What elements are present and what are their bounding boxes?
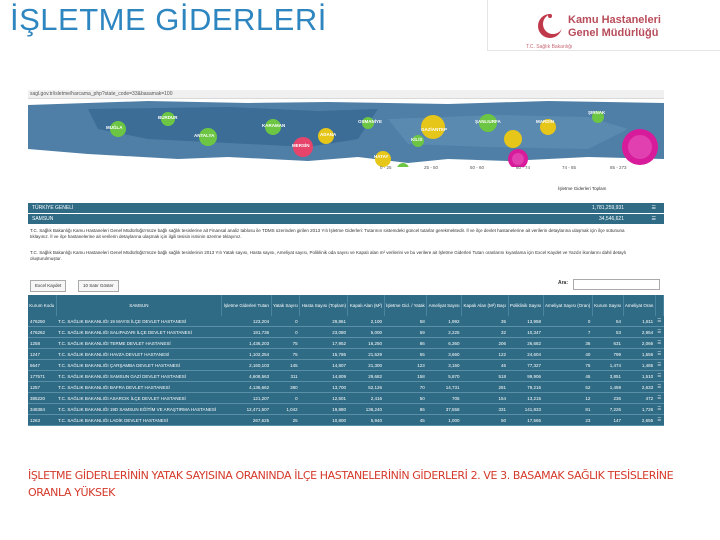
rows-per-page-button[interactable]: 10 Satır Göster	[78, 280, 119, 292]
table-cell: 518	[462, 371, 509, 382]
column-header[interactable]: Yatak Sayısı	[271, 295, 300, 316]
ministry-logo	[487, 0, 720, 51]
slide-title: İŞLETME GİDERLERİ	[10, 2, 327, 37]
hospital-name-link[interactable]: T.C. SAĞLIK BAKANLIĞI SALIPAZARI İLÇE DEVLET HASTANESİ	[56, 327, 221, 338]
table-cell: 380	[271, 382, 300, 393]
table-cell: 1,510	[623, 371, 655, 382]
table-cell: 17,565	[508, 415, 543, 426]
table-cell: 158	[384, 371, 427, 382]
table-cell: 54	[592, 316, 623, 327]
table-cell: 75	[543, 360, 592, 371]
table-cell: 1,726	[623, 404, 655, 415]
table-cell: 122	[462, 349, 509, 360]
table-cell: 1257	[28, 382, 56, 393]
column-header[interactable]	[655, 295, 663, 316]
table-cell: 348384	[28, 404, 56, 415]
embedded-screenshot	[28, 90, 664, 450]
table-cell: 4,608,563	[222, 371, 272, 382]
summary-label: SAMSUN	[32, 216, 54, 222]
table-cell: 52	[543, 382, 592, 393]
table-cell: 35	[462, 316, 509, 327]
table-cell: 123	[384, 360, 427, 371]
column-header[interactable]: Kurum Sayısı	[592, 295, 623, 316]
table-cell: 21,529	[348, 349, 384, 360]
table-cell: 50	[384, 393, 427, 404]
table-cell: 1,102,254	[222, 349, 272, 360]
table-cell: 77,327	[508, 360, 543, 371]
list-icon[interactable]: ☰	[655, 382, 663, 393]
table-cell: 2,100	[348, 316, 384, 327]
list-icon[interactable]: ☰	[655, 349, 663, 360]
table-cell: 3,660	[427, 349, 462, 360]
summary-table	[28, 203, 664, 225]
map-label-karaman[interactable]: KARAMAN	[262, 123, 286, 128]
table-row[interactable]	[28, 415, 664, 426]
table-cell: 2,655	[623, 415, 655, 426]
table-cell: 13,958	[508, 316, 543, 327]
table-cell: 17,952	[300, 338, 348, 349]
table-cell: 141,833	[508, 404, 543, 415]
table-cell: 45	[384, 415, 427, 426]
column-header[interactable]: İşletme Gid. / Yatak	[384, 295, 427, 316]
table-cell: 1,992	[427, 316, 462, 327]
table-cell: 2,066	[623, 338, 655, 349]
table-cell: 145	[271, 360, 300, 371]
table-cell: 0	[271, 393, 300, 404]
table-cell: 10,347	[508, 327, 543, 338]
table-cell: 5,940	[348, 415, 384, 426]
map-label-antalya[interactable]: ANTALYA	[194, 133, 215, 138]
table-cell: 75	[271, 338, 300, 349]
table-cell: 3,851	[592, 371, 623, 382]
table-cell: 206	[462, 338, 509, 349]
table-cell: 147	[592, 415, 623, 426]
table-cell: 236	[592, 393, 623, 404]
table-row[interactable]	[28, 404, 664, 415]
table-cell: 476250	[28, 316, 56, 327]
table-cell: 46	[462, 360, 509, 371]
table-cell: 4,136,662	[222, 382, 272, 393]
table-cell: 7	[543, 327, 592, 338]
table-cell: 75	[271, 349, 300, 360]
excel-export-button[interactable]: Excel Kaydet	[30, 280, 66, 292]
table-cell: 23	[543, 415, 592, 426]
map-label-mersin[interactable]: MERSİN	[292, 143, 310, 148]
table-cell: 154	[462, 393, 509, 404]
summary-row[interactable]	[28, 214, 664, 225]
hospital-name-link[interactable]: T.C. SAĞLIK BAKANLIĞI 19D SAMSUN EĞİTİM VE ARAŞTIRMA HASTANESİ	[56, 404, 221, 415]
table-cell: 385220	[28, 393, 56, 404]
url-bar[interactable]: sagl.gov.tr/isletme/harcama_php?state_code=33&basamak=100	[28, 90, 664, 99]
table-cell: 1,042	[271, 404, 300, 415]
table-cell: 7,226	[592, 404, 623, 415]
table-cell: 16,250	[348, 338, 384, 349]
list-icon[interactable]: ☰	[655, 371, 663, 382]
table-cell: 799	[592, 349, 623, 360]
summary-value: 34,546,621	[598, 216, 624, 222]
table-cell: 32	[462, 327, 509, 338]
map-label-mardin[interactable]: MARDİN	[536, 119, 554, 124]
table-cell: 81	[543, 404, 592, 415]
legend-range: 0 - 25	[380, 165, 392, 170]
table-cell: 25	[271, 415, 300, 426]
list-icon[interactable]: ☰	[651, 216, 656, 222]
table-row[interactable]	[28, 371, 664, 382]
table-cell: 1,811	[623, 316, 655, 327]
map-label-hatay[interactable]: HATAY	[374, 154, 389, 159]
table-cell: 6,360	[427, 338, 462, 349]
list-icon[interactable]: ☰	[655, 415, 663, 426]
list-icon[interactable]: ☰	[655, 316, 663, 327]
list-icon[interactable]: ☰	[655, 338, 663, 349]
column-header[interactable]: Hasta Sayısı (Toplam)	[300, 295, 348, 316]
table-cell: 3,150	[427, 360, 462, 371]
table-cell: 86	[384, 338, 427, 349]
table-cell: 1263	[28, 415, 56, 426]
hospital-name-link[interactable]: T.C. SAĞLIK BAKANLIĞI TERME DEVLET HASTANESİ	[56, 338, 221, 349]
table-cell: 121,207	[222, 393, 272, 404]
table-cell: 29,682	[348, 371, 384, 382]
table-cell: 281	[462, 382, 509, 393]
logo-line-2: Genel Müdürlüğü	[568, 27, 659, 39]
table-cell: 1247	[28, 349, 56, 360]
table-cell: 14,807	[300, 360, 348, 371]
table-row[interactable]	[28, 360, 664, 371]
table-cell: 70	[384, 382, 427, 393]
map-label-burdur[interactable]: BURDUR	[158, 115, 178, 120]
table-cell: 1,485	[623, 360, 655, 371]
table-cell: 55	[384, 349, 427, 360]
summary-header: İşletme Giderleri Toplam	[558, 186, 607, 191]
column-header[interactable]: Kurum Kodu	[28, 295, 56, 316]
table-cell: 2,954	[623, 327, 655, 338]
table-cell: 267,625	[222, 415, 272, 426]
map-label-mugla[interactable]: MUĞLA	[106, 125, 123, 130]
legend-range: 85 - 273	[610, 165, 627, 170]
table-row[interactable]	[28, 327, 664, 338]
map-label-osmaniye[interactable]: OSMANİYE	[358, 119, 383, 124]
table-cell: 1,556	[623, 349, 655, 360]
hospital-name-link[interactable]: T.C. SAĞLIK BAKANLIĞI 19 MAYIS İLÇE DEVLET HASTANESİ	[56, 316, 221, 327]
column-header[interactable]: Kapalı Alan (M²) Başı	[462, 295, 509, 316]
table-cell: 29,861	[300, 316, 348, 327]
slide-caption: İŞLETME GİDERLERİNİN YATAK SAYISINA ORANINDA İLÇE HASTANELERİNİN GİDERLERİ 2. VE 3. BASAMAK SAĞLIK TESİSLERİNE ORANLA YÜKSEK	[28, 469, 674, 499]
table-cell: 1,000	[427, 415, 462, 426]
table-cell: 2,160,103	[222, 360, 272, 371]
column-header[interactable]: İşletme Giderleri Tutarı	[222, 295, 272, 316]
hospital-name-link[interactable]: T.C. SAĞLIK BAKANLIĞI SAMSUN GAZİ DEVLET HASTANESİ	[56, 371, 221, 382]
map-label-gaziantep[interactable]: GAZİANTEP	[421, 127, 448, 132]
table-cell: 1,436,203	[222, 338, 272, 349]
search-label: Ara:	[558, 280, 569, 286]
table-cell: 26,682	[508, 338, 543, 349]
column-header[interactable]: Kapalı Alan (M²)	[348, 295, 384, 316]
table-cell: 476262	[28, 327, 56, 338]
map-label-sanliurfa[interactable]: ŞANLIURFA	[475, 119, 501, 124]
summary-value: 1,781,259,931	[592, 205, 624, 211]
info-note-2: T.C. Sağlık Bakanlığı Kamu Hastaneleri Genel Müdürlüğü'müze bağlı sağlık tesislerinin 2013 Yılı Yatak sayısı, Hasta sayısı, Ameliyat sayısı, Poliklinik oda sayısı ve Kapalı alan m² verilerini ve bu verilere ait İşletme Giderleri Tutarı oranlarını kıyaslama için Excel Kaydet ve Yazdır ikonlarını dahil detaylı oluşturulmuştur.	[30, 250, 626, 261]
table-cell: 24,604	[508, 349, 543, 360]
table-cell: 0	[271, 316, 300, 327]
table-cell: 79,216	[508, 382, 543, 393]
table-cell: 177571	[28, 371, 56, 382]
hospital-name-link[interactable]: T.C. SAĞLIK BAKANLIĞI ASARCIK İLÇE DEVLET HASTANESİ	[56, 393, 221, 404]
table-cell: 136,240	[348, 404, 384, 415]
legend-range: 74 - 85	[562, 165, 577, 170]
map-label-sirnak[interactable]: ŞIRNAK	[588, 110, 606, 115]
map-svg	[28, 99, 664, 167]
list-icon[interactable]: ☰	[655, 404, 663, 415]
table-cell: 19,880	[300, 404, 348, 415]
table-cell: 705	[427, 393, 462, 404]
turkey-map[interactable]	[28, 99, 664, 167]
table-cell: 40	[543, 349, 592, 360]
table-cell: 10,800	[300, 415, 348, 426]
legend-range: 25 - 50	[424, 165, 439, 170]
table-row[interactable]	[28, 338, 664, 349]
table-cell: 1,474	[592, 360, 623, 371]
hospital-name-link[interactable]: T.C. SAĞLIK BAKANLIĞI ÇARŞAMBA DEVLET HASTANESİ	[56, 360, 221, 371]
table-cell: 2,225	[427, 327, 462, 338]
table-cell: 181,736	[222, 327, 272, 338]
summary-label: TÜRKİYE GENELİ	[32, 205, 74, 211]
table-cell: 37,558	[427, 404, 462, 415]
column-header[interactable]: Ameliyat Oran	[623, 295, 655, 316]
table-cell: 45	[543, 371, 592, 382]
table-row[interactable]	[28, 382, 664, 393]
table-cell: 472	[623, 393, 655, 404]
map-label-kilis[interactable]: KİLİS	[411, 137, 423, 142]
table-cell: 86	[384, 404, 427, 415]
list-icon[interactable]: ☰	[655, 360, 663, 371]
table-cell: 5,000	[348, 327, 384, 338]
table-cell: 0	[543, 316, 592, 327]
table-cell: 52,126	[348, 382, 384, 393]
info-note-1: T.C. Sağlık Bakanlığı Kamu Hastaneleri Genel Müdürlüğü'müze bağlı sağlık tesislerine ait Finansal analiz tablosu ile TDMS üzerinden girilen 2013 Yılı İşletme Giderleri: Tutarının sistemdeki güncel tutarlar gerekmektedir. İl ve ilçe devlet hastanelerine ait verilerin detaylarına ulaşmak için ilçe sütununa tıklayınız. İl ve ilçe hastanelerine ait verilerin detaylarına ulaşmak için ilgili tesisin isminin üzerine tıklayınız.	[30, 228, 625, 239]
crescent-logo-icon	[536, 8, 564, 44]
table-cell: 311	[271, 371, 300, 382]
hospital-name-link[interactable]: T.C. SAĞLIK BAKANLIĞI HAVZA DEVLET HASTANESİ	[56, 349, 221, 360]
table-cell: 631	[592, 338, 623, 349]
table-cell: 2,633	[623, 382, 655, 393]
table-cell: 13,700	[300, 382, 348, 393]
table-cell: 1,459	[592, 382, 623, 393]
table-cell: 1258	[28, 338, 56, 349]
table-cell: 123,204	[222, 316, 272, 327]
summary-row[interactable]	[28, 203, 664, 214]
hospital-name-link[interactable]: T.C. SAĞLIK BAKANLIĞI BAFRA DEVLET HASTANESİ	[56, 382, 221, 393]
table-cell: 14,731	[427, 382, 462, 393]
table-cell: 13,215	[508, 393, 543, 404]
table-row[interactable]	[28, 316, 664, 327]
column-header[interactable]: Ameliyat Sayısı (Oran)	[543, 295, 592, 316]
table-cell: 15,786	[300, 349, 348, 360]
search-input[interactable]	[573, 279, 660, 290]
table-cell: 53	[592, 327, 623, 338]
hospital-name-link[interactable]: T.C. SAĞLIK BAKANLIĞI LADİK DEVLET HASTANESİ	[56, 415, 221, 426]
list-icon[interactable]: ☰	[651, 205, 656, 211]
table-row[interactable]	[28, 349, 664, 360]
table-row[interactable]	[28, 393, 664, 404]
logo-line-1: Kamu Hastaneleri	[568, 14, 661, 26]
logo-line-3: T.C. Sağlık Bakanlığı	[526, 44, 573, 50]
table-cell: 5,870	[427, 371, 462, 382]
table-cell: 59	[384, 327, 427, 338]
column-header[interactable]: SAMSUN	[56, 295, 221, 316]
column-header[interactable]: Poliklinik Sayısı	[508, 295, 543, 316]
list-icon[interactable]: ☰	[655, 327, 663, 338]
table-cell: 23,080	[300, 327, 348, 338]
table-cell: 6647	[28, 360, 56, 371]
table-cell: 36	[543, 338, 592, 349]
legend-range: 50 - 60	[470, 165, 485, 170]
table-cell: 99,906	[508, 371, 543, 382]
table-cell: 0	[271, 327, 300, 338]
table-cell: 50	[462, 415, 509, 426]
table-cell: 331	[462, 404, 509, 415]
map-legend	[378, 163, 664, 173]
table-cell: 12,501	[300, 393, 348, 404]
table-cell: 58	[384, 316, 427, 327]
list-icon[interactable]: ☰	[655, 393, 663, 404]
table-cell: 14,809	[300, 371, 348, 382]
hospital-table	[28, 295, 664, 426]
table-cell: 12	[543, 393, 592, 404]
map-label-adana[interactable]: ADANA	[320, 132, 337, 137]
table-cell: 21,300	[348, 360, 384, 371]
table-cell: 2,416	[348, 393, 384, 404]
column-header[interactable]: Ameliyat Sayısı	[427, 295, 462, 316]
legend-range: 60 - 74	[516, 165, 531, 170]
table-cell: 12,471,507	[222, 404, 272, 415]
